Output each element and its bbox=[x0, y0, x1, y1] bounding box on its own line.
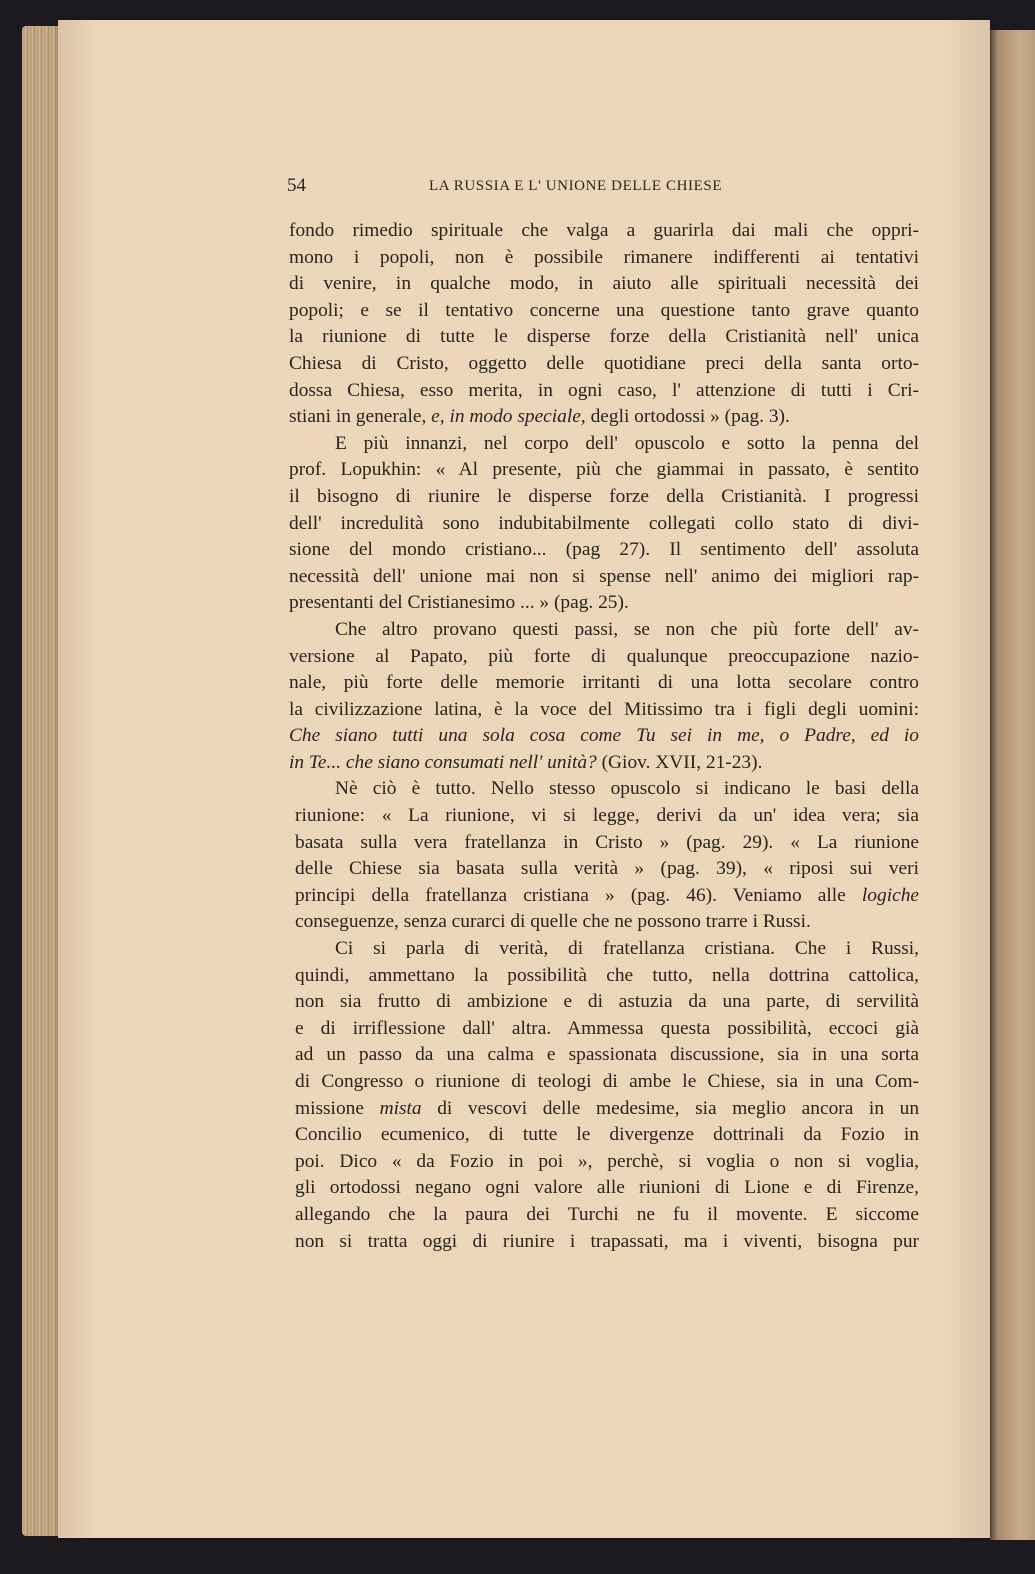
italic-text: mista bbox=[379, 1097, 422, 1119]
italic-text: e, in modo speciale, bbox=[431, 406, 586, 428]
text-line bbox=[289, 856, 919, 883]
text-segment: presentanti del Cristianesimo ... » (pag. 25). bbox=[289, 592, 629, 614]
text-segment: ad un passo da una calma e spassionata discussione, sia in una sorta bbox=[295, 1044, 919, 1066]
text-segment: principi della fratellanza cristiana » (pag. 46). Veniamo alle bbox=[295, 884, 862, 906]
page-number: 54 bbox=[287, 175, 306, 196]
text-line bbox=[289, 537, 919, 564]
text-line bbox=[289, 1229, 919, 1256]
text-segment: Chiesa di Cristo, oggetto delle quotidiane preci della santa orto- bbox=[289, 352, 919, 374]
text-segment: allegando che la paura dei Turchi ne fu il movente. E siccome bbox=[295, 1203, 919, 1225]
text-line bbox=[289, 1122, 919, 1149]
text-line bbox=[289, 883, 919, 910]
text-segment: quindi, ammettano la possibilità che tutto, nella dottrina cattolica, bbox=[295, 964, 919, 986]
text-segment: versione al Papato, più forte di qualunque preoccupazione nazio- bbox=[289, 645, 919, 667]
text-line bbox=[289, 324, 919, 351]
text-line bbox=[289, 511, 919, 538]
text-segment: dell' incredulità sono indubitabilmente collegati collo stato di divi- bbox=[289, 512, 919, 534]
text-line bbox=[289, 351, 919, 378]
text-line bbox=[289, 590, 919, 617]
text-segment: Concilio ecumenico, di tutte le divergenze dottrinali da Fozio in bbox=[295, 1124, 919, 1146]
text-line bbox=[289, 1175, 919, 1202]
text-line bbox=[289, 457, 919, 484]
italic-text: in Te... che siano consumati nell' unità? bbox=[289, 751, 597, 773]
italic-text: logiche bbox=[861, 884, 919, 906]
text-segment: la civilizzazione latina, è la voce del Mitissimo tra i figli degli uomini: bbox=[289, 698, 919, 720]
text-segment: sione del mondo cristiano... (pag 27). Il sentimento dell' assoluta bbox=[289, 539, 919, 561]
text-line bbox=[289, 697, 919, 724]
text-segment: poi. Dico « da Fozio in poi », perchè, si voglia o non si voglia, bbox=[295, 1150, 919, 1172]
text-line bbox=[289, 1042, 919, 1069]
running-title: LA RUSSIA E L' UNIONE DELLE CHIESE bbox=[429, 178, 723, 194]
text-segment: (Giov. XVII, 21-23). bbox=[596, 751, 763, 773]
text-segment: Nè ciò è tutto. Nello stesso opuscolo si indicano le basi della bbox=[335, 778, 919, 800]
text-line bbox=[289, 1202, 919, 1229]
text-segment: dossa Chiesa, esso merita, in ogni caso, l' attenzione di tutti i Cri- bbox=[289, 379, 919, 401]
page-header bbox=[287, 175, 917, 199]
text-line bbox=[289, 431, 919, 458]
text-segment: Che altro provano questi passi, se non che più forte dell' av- bbox=[335, 618, 919, 640]
text-segment: conseguenze, senza curarci di quelle che ne possono trarre i Russi. bbox=[295, 911, 811, 933]
text-segment: basata sulla vera fratellanza in Cristo » (pag. 29). « La riunione bbox=[295, 831, 919, 853]
text-segment: missione bbox=[295, 1097, 380, 1119]
text-segment: non si tratta oggi di riunire i trapassati, ma i viventi, bisogna pur bbox=[295, 1230, 919, 1252]
text-line bbox=[289, 644, 919, 671]
text-line bbox=[289, 378, 919, 405]
text-line bbox=[289, 298, 919, 325]
text-segment: di vescovi delle medesime, sia meglio ancora in un bbox=[421, 1097, 920, 1119]
text-segment: mono i popoli, non è possibile rimanere indifferenti ai tentativi bbox=[289, 246, 919, 268]
text-line bbox=[289, 617, 919, 644]
text-line bbox=[289, 564, 919, 591]
text-segment: degli ortodossi » (pag. 3). bbox=[585, 406, 790, 428]
text-line bbox=[289, 1016, 919, 1043]
text-segment: di venire, in qualche modo, in aiuto alle spirituali necessità dei bbox=[289, 273, 919, 295]
text-line bbox=[289, 1069, 919, 1096]
facing-page-edge bbox=[990, 30, 1035, 1540]
text-segment: la riunione di tutte le disperse forze della Cristianità nell' unica bbox=[289, 326, 919, 348]
text-line bbox=[289, 776, 919, 803]
text-line bbox=[289, 830, 919, 857]
text-segment: delle Chiese sia basata sulla verità » (pag. 39), « riposi sui veri bbox=[295, 858, 919, 880]
text-segment: fondo rimedio spirituale che valga a guarirla dai mali che oppri- bbox=[289, 220, 919, 241]
text-line bbox=[289, 484, 919, 511]
text-segment: di Congresso o riunione di teologi di ambe le Chiese, sia in una Com- bbox=[295, 1071, 919, 1092]
text-line bbox=[289, 723, 919, 750]
body-text bbox=[289, 218, 919, 1255]
text-line bbox=[289, 670, 919, 697]
text-line bbox=[289, 989, 919, 1016]
text-segment: stiani in generale, bbox=[289, 406, 432, 428]
text-segment: nale, più forte delle memorie irritanti di una lotta secolare contro bbox=[289, 672, 919, 694]
text-segment: non sia frutto di ambizione e di astuzia da una parte, di servilità bbox=[295, 991, 919, 1013]
text-segment: e di irriflessione dall' altra. Ammessa questa possibilità, eccoci già bbox=[295, 1017, 919, 1039]
text-line bbox=[289, 245, 919, 272]
text-line bbox=[289, 404, 919, 431]
text-line bbox=[289, 1096, 919, 1123]
text-segment: E più innanzi, nel corpo dell' opuscolo e sotto la penna del bbox=[335, 432, 919, 454]
text-segment: Ci si parla di verità, di fratellanza cristiana. Che i Russi, bbox=[335, 938, 919, 960]
text-line bbox=[289, 803, 919, 830]
text-segment: riunione: « La riunione, vi si legge, derivi da un' idea vera; sia bbox=[295, 805, 919, 827]
text-line bbox=[289, 1149, 919, 1176]
text-segment: prof. Lopukhin: « Al presente, più che giammai in passato, è sentito bbox=[289, 459, 919, 481]
text-segment: il bisogno di riunire le disperse forze della Cristianità. I progressi bbox=[289, 485, 919, 507]
text-segment: necessità dell' unione mai non si spense nell' animo dei migliori rap- bbox=[289, 565, 919, 587]
text-line bbox=[289, 271, 919, 298]
text-line bbox=[289, 750, 919, 777]
text-segment: popoli; e se il tentativo concerne una questione tanto grave quanto bbox=[289, 299, 919, 321]
text-line bbox=[289, 218, 919, 245]
italic-text: Che siano tutti una sola cosa come Tu sei in me, o Padre, ed io bbox=[289, 725, 919, 747]
text-line bbox=[289, 936, 919, 963]
text-line bbox=[289, 909, 919, 936]
text-line bbox=[289, 963, 919, 990]
text-segment: gli ortodossi negano ogni valore alle riunioni di Lione e di Firenze, bbox=[295, 1177, 919, 1199]
